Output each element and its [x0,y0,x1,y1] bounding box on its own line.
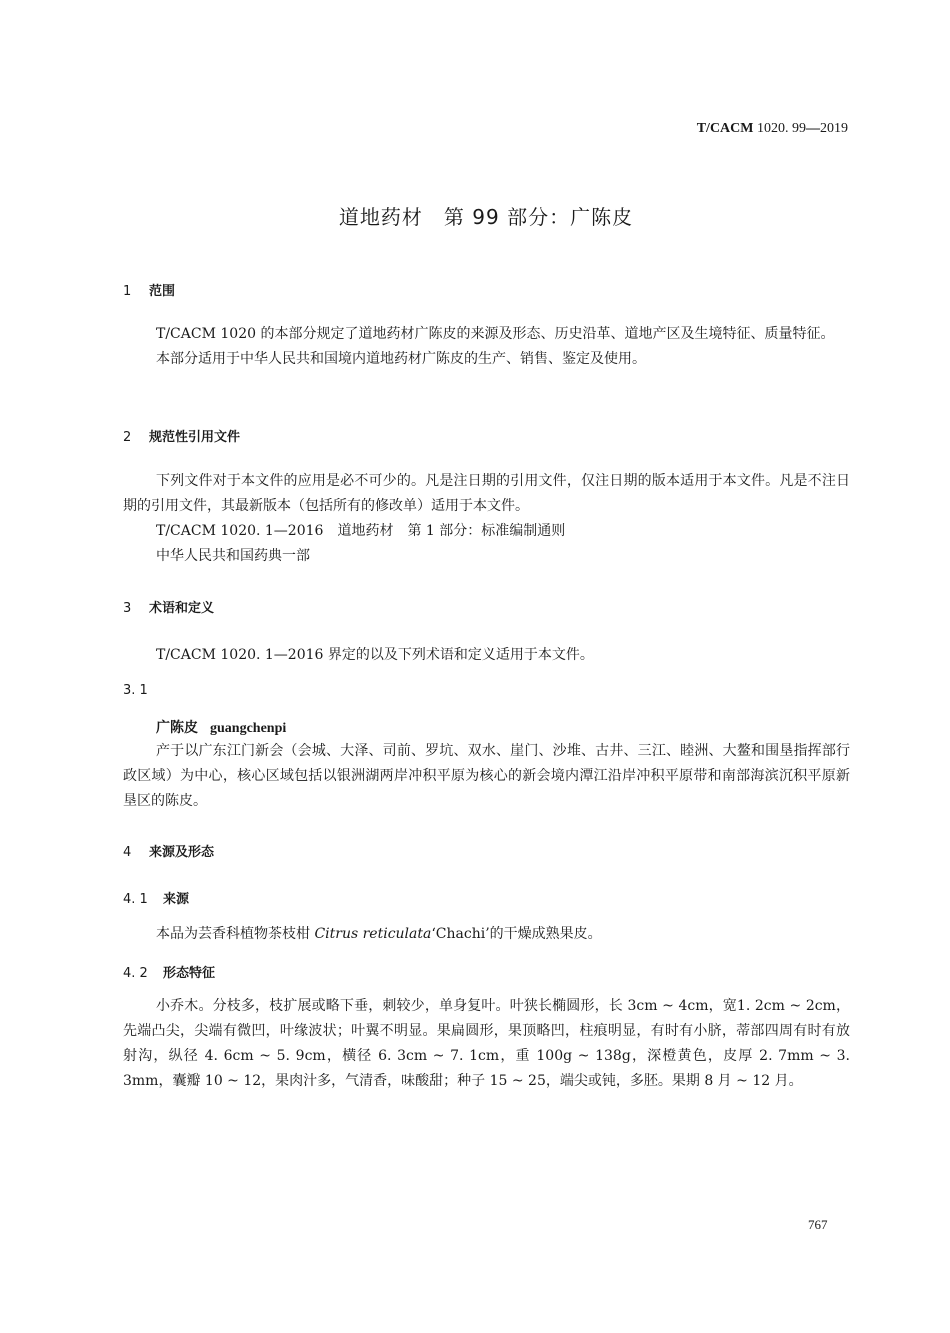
morphology-paragraph: 小乔木。分枝多，枝扩展或略下垂，刺较少，单身复叶。叶狭长椭圆形，长 3cm ~ 4cm，宽1. 2cm ~ 2cm，先端凸尖，尖端有微凹，叶缘波状；叶翼不明显。果扁圆形，果顶略凹，柱痕明显，有时有小脐，蒂部四周有时有放射沟，纵径 4. 6cm ~ 5. 9cm，横径 6. 3cm ~ 7. 1cm，重 100g ~ 138g，深橙黄色，皮厚 2. 7mm ~ 3. 3mm，囊瓣 10 ~ 12，果肉汁多，气清香，味酸甜；种子 15 ~ 25，端尖或钝，多胚。果期 8 月 ~ 12 月。 [123,998,850,1089]
section-4-heading [123,841,214,860]
section-3-title: 术语和定义 [149,601,215,616]
section-2-number: 2 [123,430,132,445]
section-2-body [123,469,850,569]
section-3-paragraph-1: T/CACM 1020. 1—2016 界定的以及下列术语和定义适用于本文件。 [156,647,594,663]
standard-code-dash: — [806,121,820,136]
section-2-paragraph-1: 下列文件对于本文件的应用是必不可少的。凡是注日期的引用文件，仅注日期的版本适用于本文件。凡是不注日期的引用文件，其最新版本（包括所有的修改单）适用于本文件。 [123,473,850,514]
subsection-4-2-body [123,994,850,1094]
term-entry [156,717,286,737]
subsection-4-1-heading [123,888,189,907]
document-title: 道地药材 第 99 部分：广陈皮 [338,205,634,229]
term-definition: 产于以广东江门新会（会城、大泽、司前、罗坑、双水、崖门、沙堆、古井、三江、睦洲、大鳌和围垦指挥部行政区域）为中心，核心区域包括以银洲湖两岸冲积平原为核心的新会境内潭江沿岸冲积平原带和南部海滨沉积平原新垦区的陈皮。 [123,743,850,809]
source-sentence [123,922,850,947]
section-4-title: 来源及形态 [149,845,215,860]
section-1-heading [123,280,175,299]
term-definition-block [123,739,850,814]
section-1-body [123,322,850,372]
standard-code-year: 2019 [820,121,848,136]
subsection-4-1-body [123,922,850,947]
subsection-4-2-title: 形态特征 [163,966,216,981]
section-4-number: 4 [123,845,132,860]
subsection-4-2-number: 4. 2 [123,966,148,981]
standard-code-number: 1020. 99 [753,121,806,136]
source-text-a: 本品为芸香科植物茶枝柑 [156,926,315,942]
section-3-body [123,643,850,668]
subsection-4-1-title: 来源 [163,892,190,907]
subsection-4-2-heading [123,962,215,981]
section-1-paragraph-1: T/CACM 1020 的本部分规定了道地药材广陈皮的来源及形态、历史沿革、道地产区及生境特征、质量特征。 [156,326,835,342]
source-text-b: ‘Chachi’的干燥成熟果皮。 [431,926,602,942]
term-english: guangchenpi [210,721,287,736]
term-chinese: 广陈皮 [156,720,198,736]
page-number: 767 [808,1217,828,1232]
section-2-reference-2: 中华人民共和国药典一部 [156,548,310,564]
section-1-paragraph-2: 本部分适用于中华人民共和国境内道地药材广陈皮的生产、销售、鉴定及使用。 [156,351,646,367]
subsection-3-1-number: 3. 1 [123,683,148,698]
section-2-title: 规范性引用文件 [149,430,241,445]
standard-code-prefix: T/CACM [696,121,754,136]
section-1-number: 1 [123,284,132,299]
section-3-heading [123,597,214,616]
section-2-reference-1: T/CACM 1020. 1—2016 道地药材 第 1 部分：标准编制通则 [156,523,566,539]
source-latin-name: Citrus reticulata [314,926,432,942]
section-1-title: 范围 [149,284,176,299]
section-2-heading [123,426,240,445]
section-3-number: 3 [123,601,132,616]
standard-code [697,121,848,137]
subsection-4-1-number: 4. 1 [123,892,148,907]
